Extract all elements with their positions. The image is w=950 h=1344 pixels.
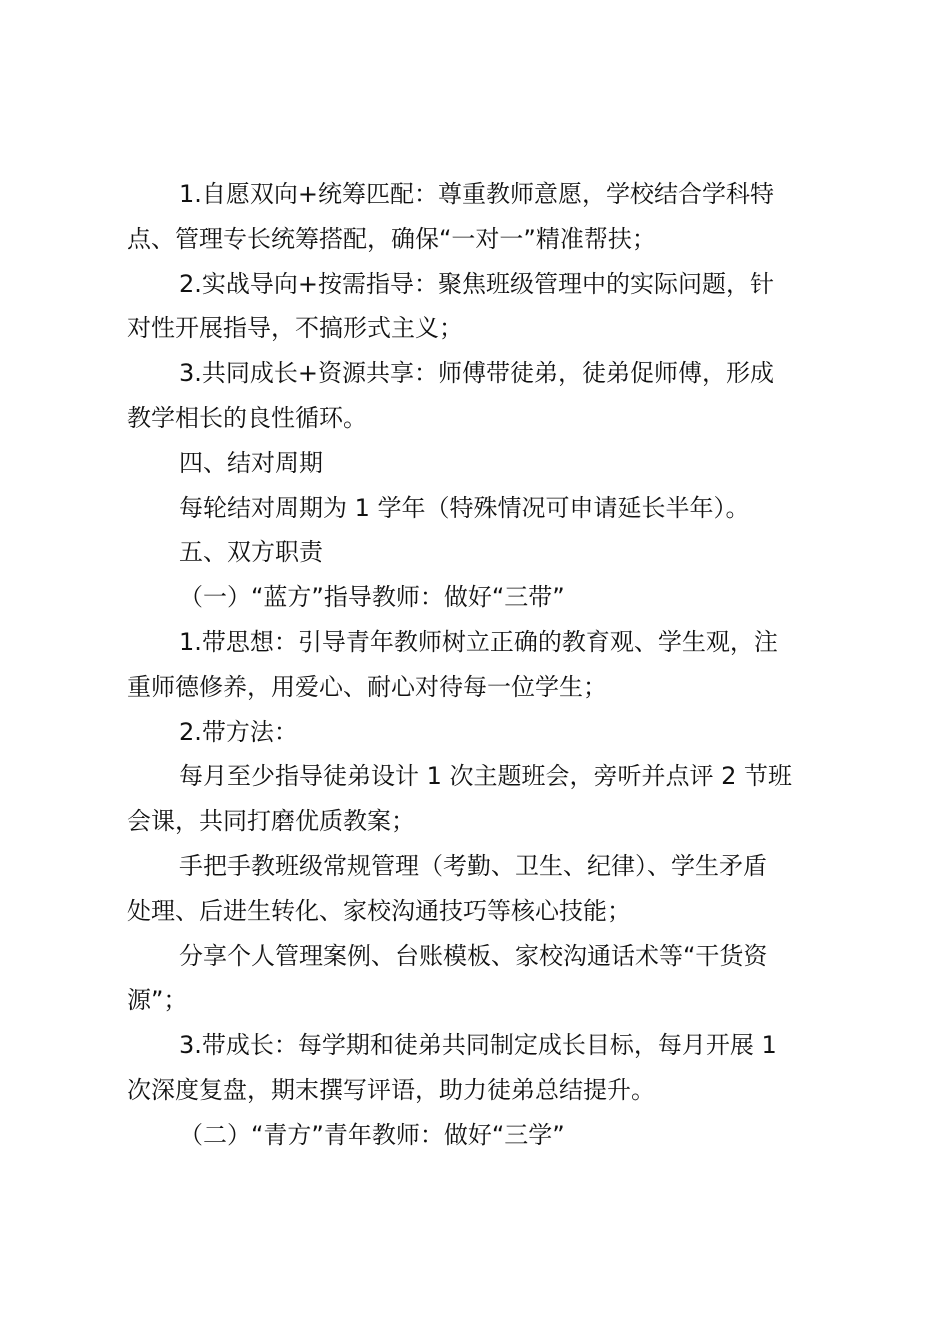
text-line: 源”；	[127, 986, 188, 1015]
subsection-heading: （二）“青方”青年教师：做好“三学”	[179, 1120, 565, 1149]
text-line: 次深度复盘，期末撰写评语，助力徒弟总结提升。	[127, 1075, 655, 1104]
text-line: 重师德修养，用爱心、耐心对待每一位学生；	[127, 672, 607, 701]
section-heading: 五、双方职责	[179, 538, 323, 567]
subheading-young-teacher	[127, 1113, 827, 1158]
text-line: 每轮结对周期为 1 学年（特殊情况可申请延长半年）。	[179, 493, 750, 522]
section-heading: 四、结对周期	[179, 448, 323, 477]
text-line: 2.实战导向+按需指导：聚焦班级管理中的实际问题，针	[179, 269, 775, 298]
paragraph-share-resources	[127, 934, 827, 1024]
subsection-heading: （一）“蓝方”指导教师：做好“三带”	[179, 583, 565, 612]
heading-responsibilities	[127, 530, 827, 575]
paragraph-principle-1	[127, 172, 827, 262]
paragraph-pairing-period	[127, 486, 827, 531]
text-line: 3.带成长：每学期和徒弟共同制定成长目标，每月开展 1	[179, 1031, 777, 1060]
text-line: 对性开展指导，不搞形式主义；	[127, 314, 463, 343]
text-line: 1.带思想：引导青年教师树立正确的教育观、学生观，注	[179, 627, 778, 656]
text-line: 每月至少指导徒弟设计 1 次主题班会，旁听并点评 2 节班	[179, 762, 793, 791]
paragraph-principle-2	[127, 262, 827, 352]
paragraph-monthly-guidance	[127, 754, 827, 844]
text-line: 1.自愿双向+统筹匹配：尊重教师意愿，学校结合学科特	[179, 180, 775, 208]
text-line: 点、管理专长统筹搭配，确保“一对一”精准帮扶；	[127, 224, 656, 253]
paragraph-guide-thinking	[127, 620, 827, 710]
text-line: 3.共同成长+资源共享：师傅带徒弟，徒弟促师傅，形成	[179, 359, 775, 388]
text-line: 手把手教班级常规管理（考勤、卫生、纪律）、学生矛盾	[179, 851, 767, 880]
document-body	[127, 172, 827, 1158]
text-line: 分享个人管理案例、台账模板、家校沟通话术等“干货资	[179, 941, 768, 970]
paragraph-guide-methods	[127, 710, 827, 755]
text-line: 会课，共同打磨优质教案；	[127, 807, 415, 836]
subheading-blue-mentor	[127, 575, 827, 620]
text-line: 处理、后进生转化、家校沟通技巧等核心技能；	[127, 896, 631, 925]
paragraph-guide-growth	[127, 1023, 827, 1113]
heading-pairing-period	[127, 441, 827, 486]
paragraph-principle-3	[127, 351, 827, 441]
paragraph-hands-on-teaching	[127, 844, 827, 934]
text-line: 2.带方法：	[179, 717, 298, 746]
text-line: 教学相长的良性循环。	[127, 403, 367, 432]
